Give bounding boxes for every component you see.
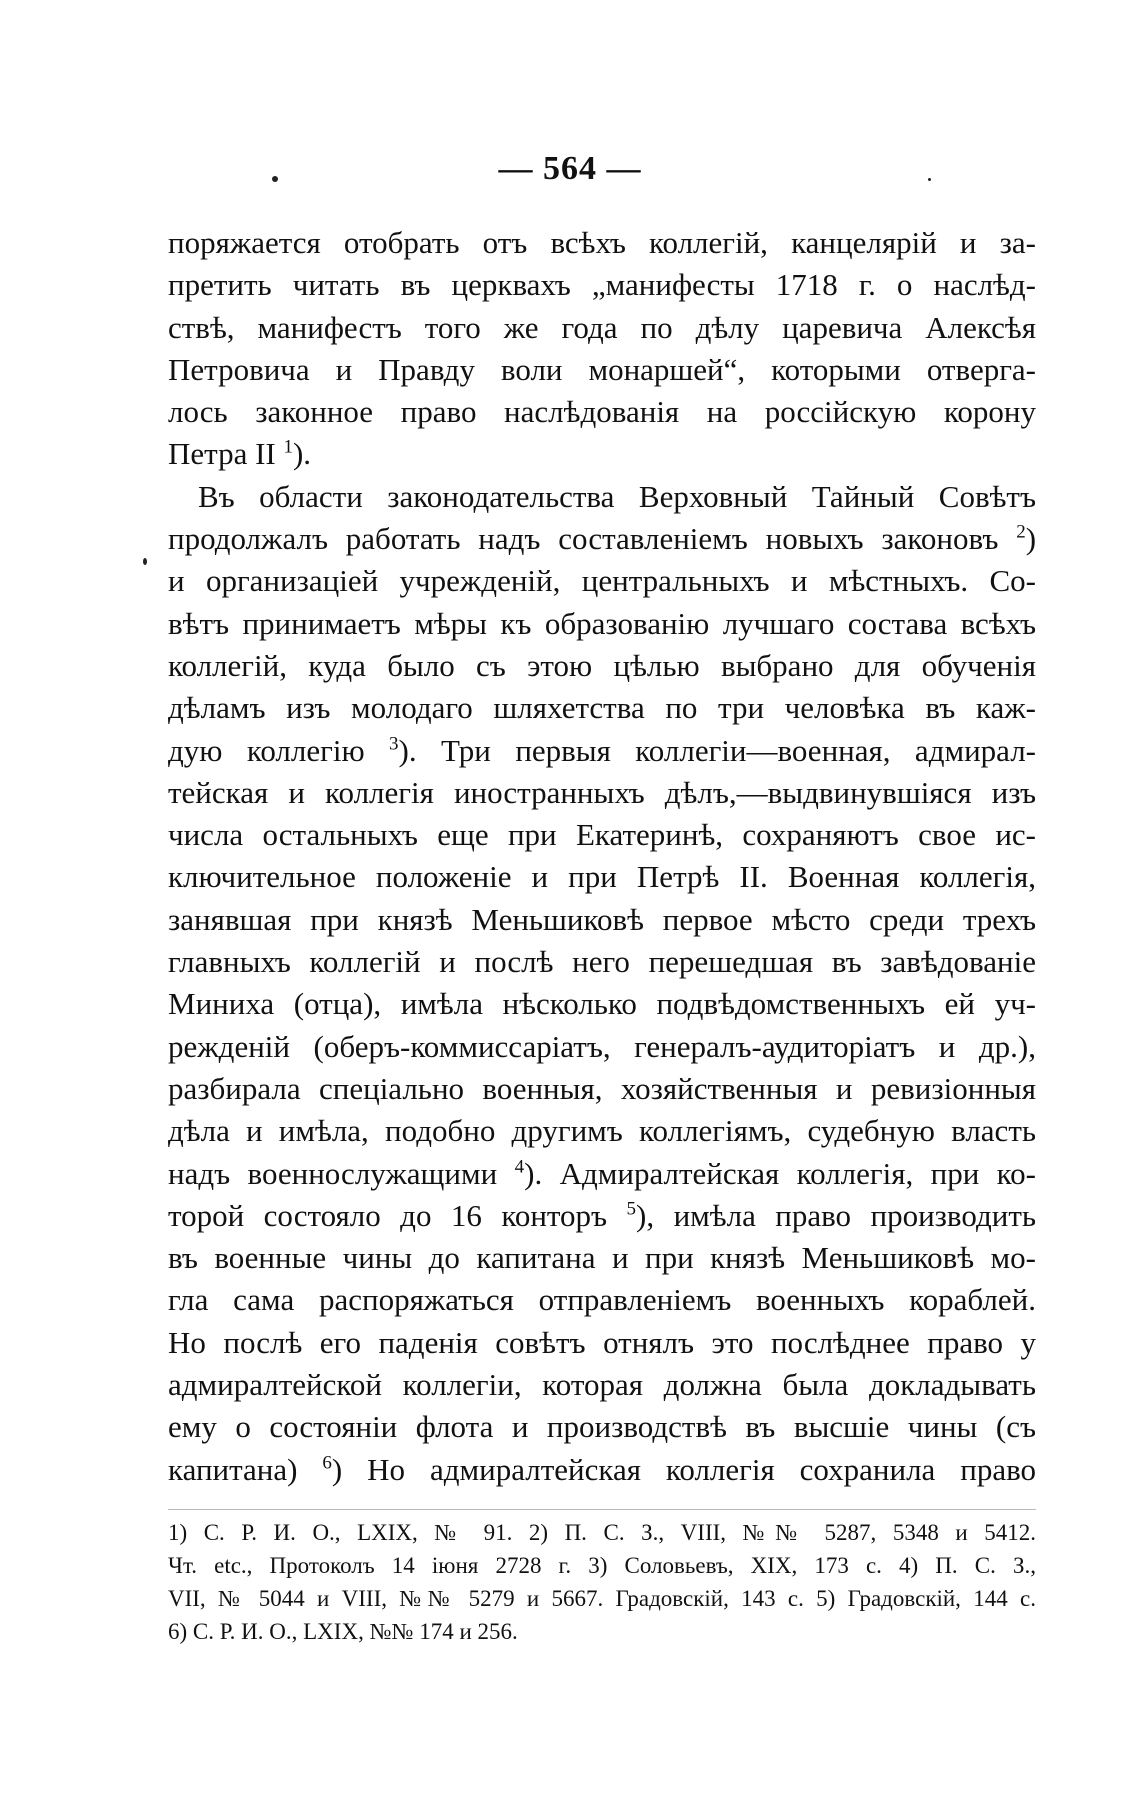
ref-suffix: ).	[524, 1155, 543, 1191]
footnote-ref-5: 5	[626, 1198, 637, 1220]
text-line: режденій (оберъ-коммиссаріатъ, генералъ-аудиторіатъ и др.),	[168, 1028, 1036, 1064]
ref-close: )	[1025, 521, 1036, 557]
text-line: дѣла и имѣла, подобно другимъ коллегіямъ, судебную власть	[168, 1113, 1036, 1149]
text-line: и организаціей учрежденій, центральныхъ и мѣстныхъ. Со-	[168, 563, 1036, 599]
footnote-ref-2: 2	[1016, 521, 1026, 543]
text-line: лось законное право наслѣдованія на россійскую корону	[168, 394, 1036, 430]
text-fragment: торой состояло до 16 конторъ	[168, 1197, 608, 1233]
footnote-divider	[168, 1509, 1036, 1510]
footnote-line: VII, № 5044 и VIII, №№ 5279 и 5667. Градовскій, 143 с. 5) Градовскій, 144 с.	[168, 1586, 1036, 1611]
page-number: — 564 —	[498, 150, 642, 187]
ref-suffix: ).	[292, 436, 312, 472]
footnote-line: 6) С. Р. И. О., LXIX, №№ 174 и 256.	[168, 1619, 518, 1644]
text-line: ему о состояніи флота и производствѣ въ высшіе чины (съ	[168, 1409, 1036, 1445]
main-text	[168, 222, 1036, 1491]
text-line: разбирала спеціально военныя, хозяйственныя и ревизіонныя	[168, 1070, 1036, 1106]
text-line: адмиралтейской коллегіи, которая должна была докладывать	[168, 1367, 1036, 1403]
text-line: въ военные чины до капитана и при князѣ Меньшиковѣ мо-	[168, 1240, 1036, 1276]
text-fragment: имѣла право производить	[673, 1197, 1036, 1233]
text-fragment: капитана)	[168, 1451, 298, 1487]
text-fragment: Но адмиралтейская коллегія сохранила право	[367, 1451, 1036, 1487]
text-line	[168, 1449, 1036, 1491]
footnotes	[168, 1516, 1036, 1648]
text-line: вѣтъ принимаетъ мѣры къ образованію лучшаго состава всѣхъ	[168, 605, 1036, 641]
text-line: гла сама распоряжаться отправленіемъ военныхъ кораблей.	[168, 1282, 1036, 1318]
text-line: поряжается отобрать отъ всѣхъ коллегій, канцелярій и за-	[168, 225, 1036, 260]
footnote-line: 1) С. Р. И. О., LXIX, № 91. 2) П. С. З., VIII, №№ 5287, 5348 и 5412.	[168, 1520, 1036, 1545]
text-line: ключительное положеніе и при Петрѣ II. Военная коллегія,	[168, 859, 1036, 895]
text-line: Петровича и Правду воли монаршей“, которыми отверга-	[168, 351, 1036, 387]
text-line: претить читать въ церквахъ „манифесты 1718 г. о наслѣд-	[168, 267, 1036, 303]
text-line	[168, 518, 1036, 560]
text-line: ствѣ, манифестъ того же года по дѣлу царевича Алексѣя	[168, 309, 1036, 345]
text-fragment: Три первыя коллегіи—военная, адмирал-	[441, 732, 1036, 768]
text-line: тейская и коллегія иностранныхъ дѣлъ,—выдвинувшіяся изъ	[168, 774, 1036, 810]
text-fragment: дую коллегію	[168, 732, 365, 768]
text-line: дѣламъ изъ молодаго шляхетства по три человѣка въ каж-	[168, 690, 1036, 726]
text-line: коллегій, куда было съ этою цѣлью выбрано для обученія	[168, 647, 1036, 683]
text-line: числа остальныхъ еще при Екатеринѣ, сохраняютъ свое ис-	[168, 817, 1036, 853]
footnote-line: Чт. etc., Протоколъ 14 іюня 2728 г. 3) Соловьевъ, XIX, 173 с. 4) П. С. З.,	[168, 1553, 1036, 1578]
text-line: Но послѣ его паденія совѣтъ отнялъ это послѣднее право у	[168, 1324, 1036, 1360]
text-line: Миниха (отца), имѣла нѣсколько подвѣдомственныхъ ей уч-	[168, 986, 1036, 1022]
ref-close: )	[331, 1451, 343, 1487]
print-speck	[143, 558, 147, 565]
text-line: Въ области законодательства Верховный Тайный Совѣтъ	[198, 478, 1036, 514]
footnote-ref-4: 4	[514, 1156, 525, 1178]
text-line: занявшая при князѣ Меньшиковѣ первое мѣсто среди трехъ	[168, 901, 1036, 937]
text-line	[168, 1195, 1036, 1237]
text-fragment: продолжалъ работать надъ составленіемъ новыхъ законовъ	[168, 521, 999, 557]
text-line	[168, 1153, 1036, 1195]
footnote-ref-1: 1	[283, 437, 293, 459]
text-fragment: Адмиралтейская коллегія, при ко-	[559, 1155, 1036, 1191]
text-line	[168, 730, 1036, 772]
footnote-ref-3: 3	[389, 733, 399, 755]
text-fragment: Петра II	[168, 436, 276, 472]
ref-close-comma: ),	[636, 1197, 655, 1233]
footnote-ref-6: 6	[322, 1452, 332, 1474]
text-line: главныхъ коллегій и послѣ него перешедшая въ завѣдованіе	[168, 944, 1036, 980]
text-line	[168, 433, 1036, 475]
ref-suffix: ).	[398, 732, 417, 768]
text-fragment: надъ военнослужащими	[168, 1155, 498, 1191]
